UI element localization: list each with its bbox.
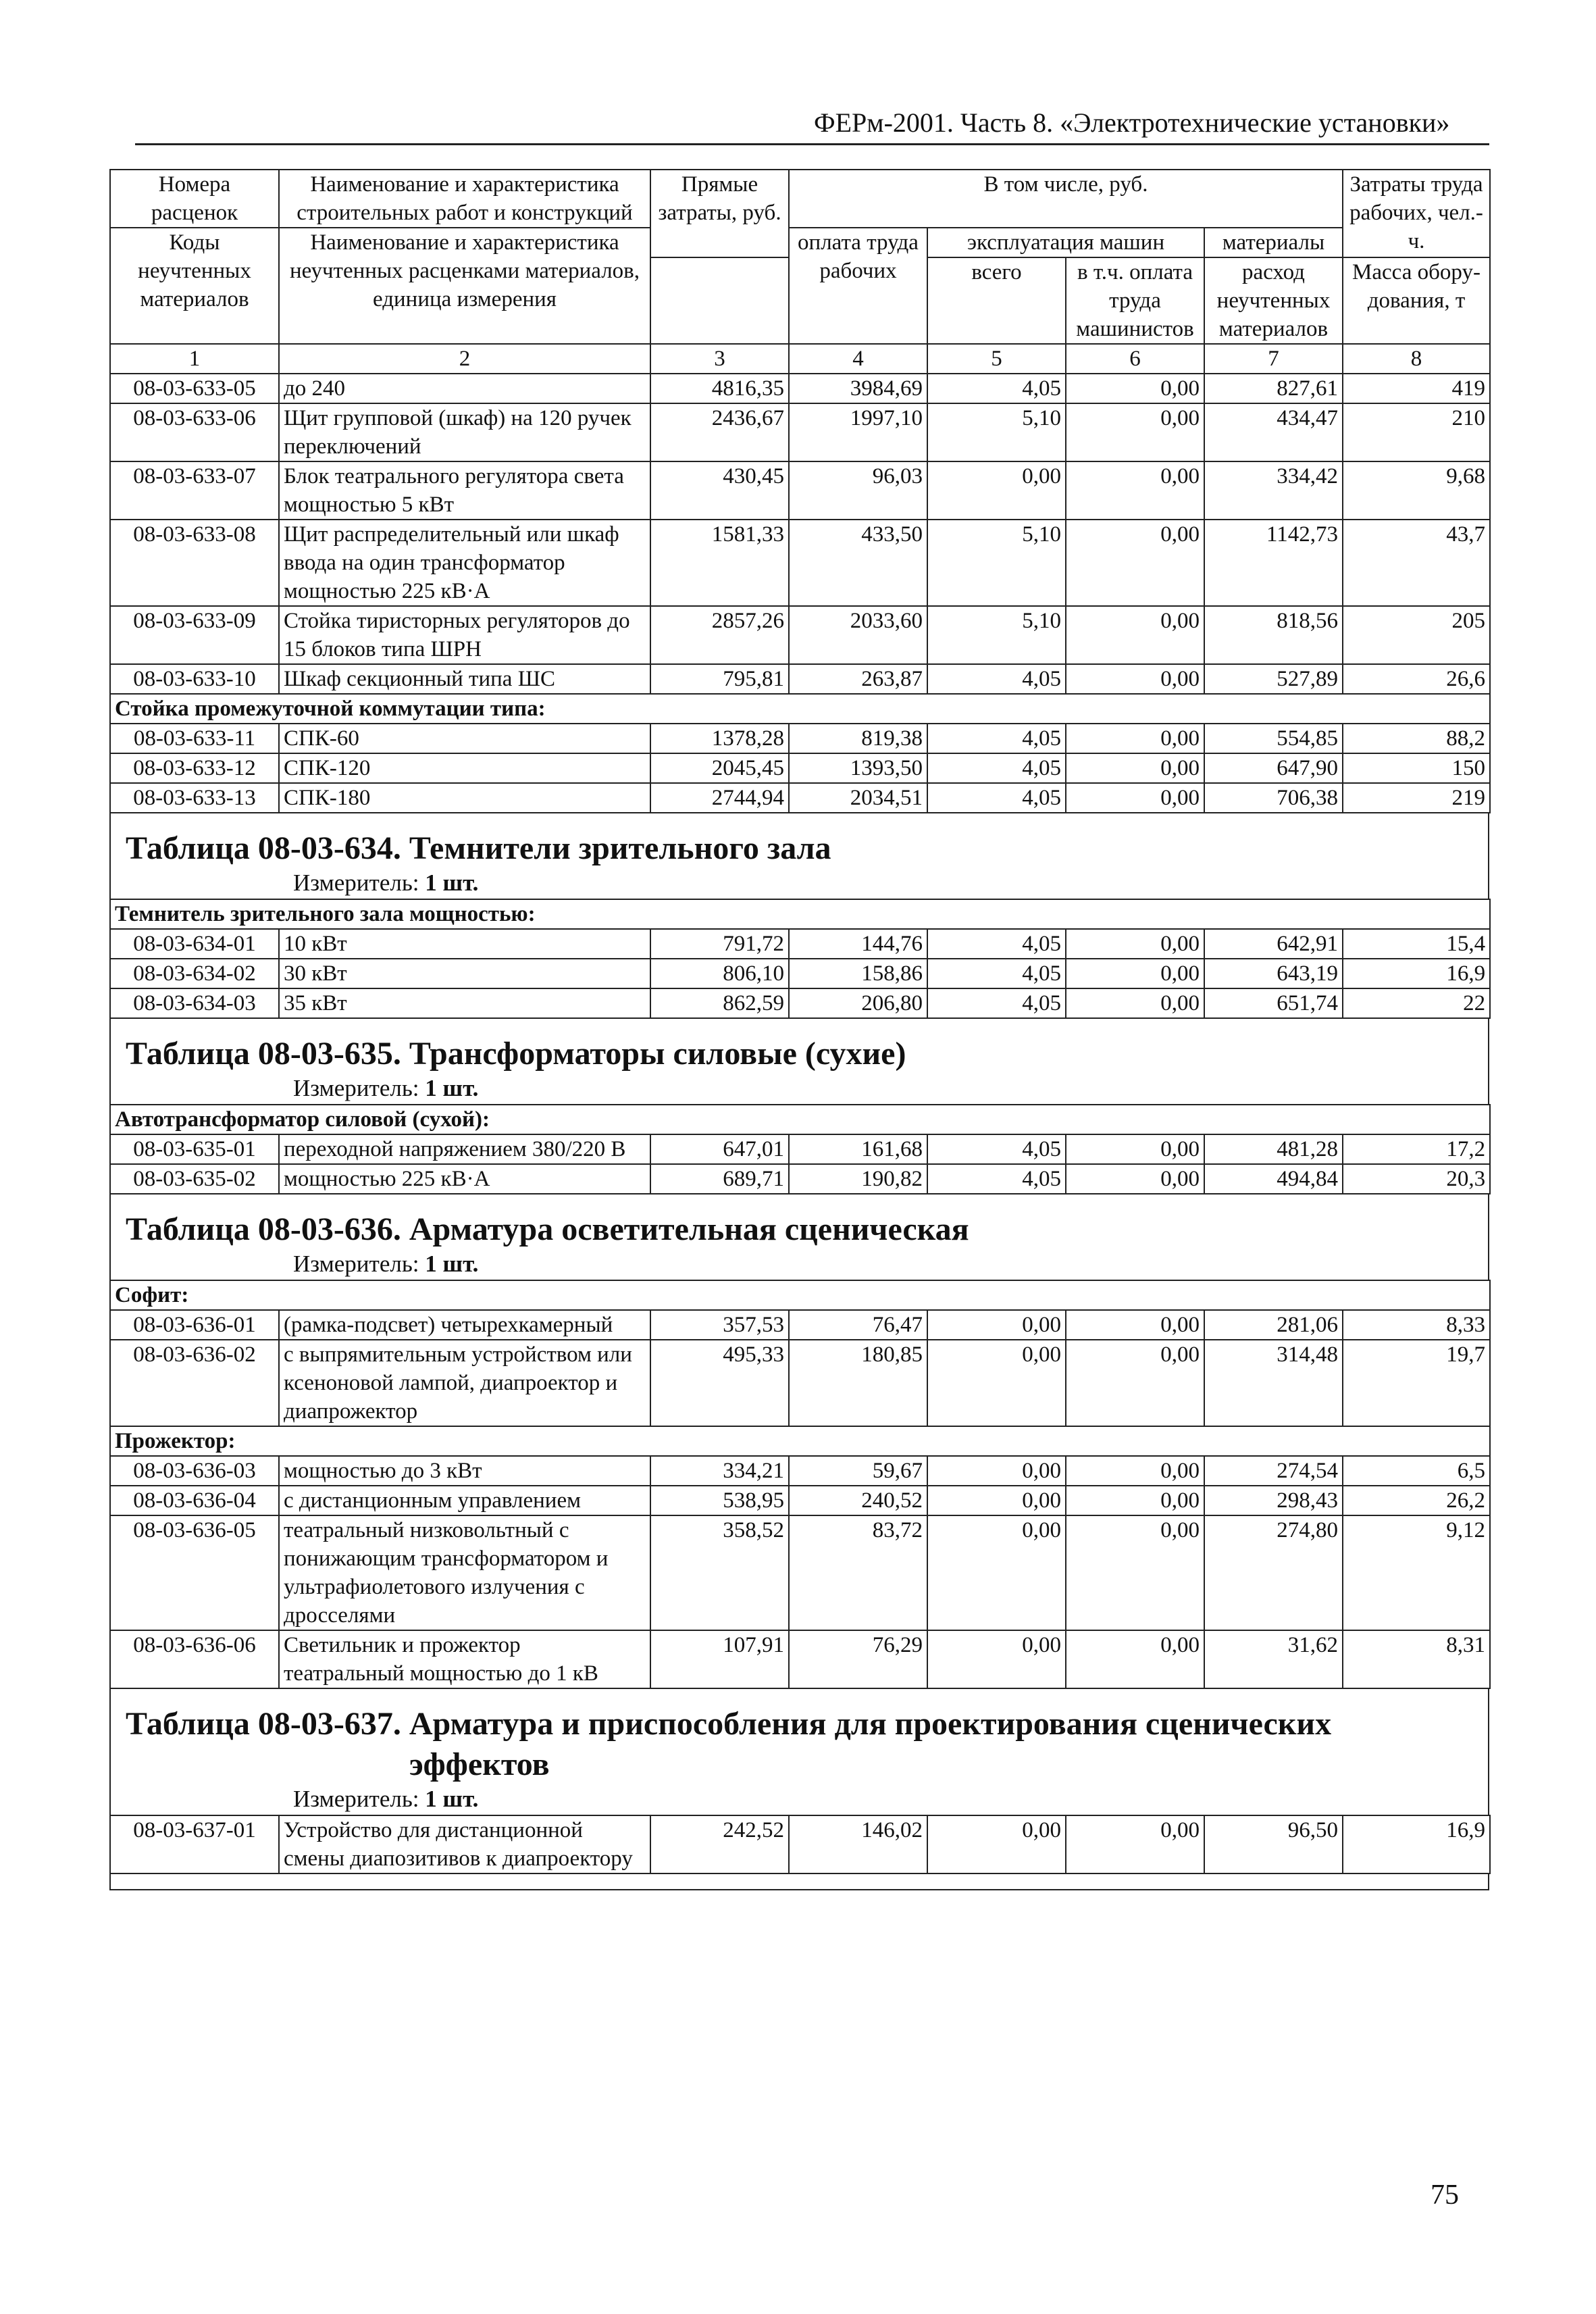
table-row: [110, 374, 1490, 403]
section-title: [111, 828, 1488, 869]
rate-name: Светильник и прожектор театральный мощностью до 1 кВ: [279, 1630, 650, 1688]
direct-cost: 689,71: [650, 1164, 789, 1194]
unit-value: 1 шт.: [425, 1251, 479, 1277]
unit-line: [111, 1785, 1488, 1813]
wages-cost: 83,72: [789, 1515, 927, 1630]
direct-cost: 430,45: [650, 461, 789, 520]
page-number: 75: [1431, 2180, 1459, 2211]
wages-cost: 263,87: [789, 664, 927, 694]
direct-cost: 1378,28: [650, 724, 789, 753]
machinists-wages: 0,00: [1066, 374, 1204, 403]
machinists-wages: 0,00: [1066, 988, 1204, 1018]
machinists-wages: 0,00: [1066, 1456, 1204, 1486]
col-code-header: Номера расценок: [110, 170, 279, 228]
machinists-wages: 0,00: [1066, 403, 1204, 461]
rate-code: 08-03-636-03: [110, 1456, 279, 1486]
table-row: [110, 724, 1490, 753]
direct-cost: 806,10: [650, 959, 789, 988]
rate-code: 08-03-633-12: [110, 753, 279, 783]
direct-cost: 862,59: [650, 988, 789, 1018]
table-row: [110, 929, 1490, 959]
labor-hours: 16,9: [1343, 959, 1490, 988]
subhead-label: Софит:: [110, 1280, 1490, 1310]
unit-value: 1 шт.: [425, 1786, 479, 1812]
section-title-line: Таблица 08-03-634. Темнители зрительного зала: [126, 830, 831, 866]
unit-label: Измеритель:: [293, 1786, 419, 1812]
machinists-wages: 0,00: [1066, 1310, 1204, 1340]
machines-cost: 0,00: [927, 1630, 1066, 1688]
machinists-wages: 0,00: [1066, 1515, 1204, 1630]
rate-code: 08-03-633-06: [110, 403, 279, 461]
rate-code: 08-03-633-05: [110, 374, 279, 403]
subhead-row: [110, 1426, 1490, 1456]
wages-cost: 190,82: [789, 1164, 927, 1194]
col-number: 8: [1343, 344, 1490, 374]
rate-name: 10 кВт: [279, 929, 650, 959]
machines-cost: 0,00: [927, 1340, 1066, 1426]
column-numbers-row: [110, 344, 1490, 374]
labor-hours: 9,12: [1343, 1515, 1490, 1630]
section-title-line: эффектов: [409, 1746, 550, 1782]
machines-cost: 5,10: [927, 520, 1066, 606]
section-title-line: Таблица 08-03-635. Трансформаторы силовые (сухие): [126, 1036, 906, 1072]
materials-cost: 281,06: [1204, 1310, 1343, 1340]
materials-cost: 647,90: [1204, 753, 1343, 783]
table-row: [110, 1486, 1490, 1515]
wages-cost: 240,52: [789, 1486, 927, 1515]
machines-cost: 4,05: [927, 724, 1066, 753]
col-number: 4: [789, 344, 927, 374]
table-row: [110, 1815, 1490, 1873]
table-row: [110, 959, 1490, 988]
direct-cost: 357,53: [650, 1310, 789, 1340]
labor-hours: 19,7: [1343, 1340, 1490, 1426]
machines-cost: 0,00: [927, 1486, 1066, 1515]
rate-name: Шкаф секционный типа ШС: [279, 664, 650, 694]
materials-cost: 642,91: [1204, 929, 1343, 959]
rate-name: мощностью до 3 кВт: [279, 1456, 650, 1486]
machines-cost: 4,05: [927, 959, 1066, 988]
materials-cost: 651,74: [1204, 988, 1343, 1018]
rate-name: 35 кВт: [279, 988, 650, 1018]
wages-cost: 2033,60: [789, 606, 927, 664]
wages-cost: 76,29: [789, 1630, 927, 1688]
col-direct-header: Прямые затраты, руб.: [650, 170, 789, 257]
rate-code: 08-03-633-09: [110, 606, 279, 664]
labor-hours: 205: [1343, 606, 1490, 664]
materials-cost: 274,80: [1204, 1515, 1343, 1630]
labor-hours: 9,68: [1343, 461, 1490, 520]
subhead-label: Прожектор:: [110, 1426, 1490, 1456]
rate-code: 08-03-636-04: [110, 1486, 279, 1515]
machines-cost: 5,10: [927, 606, 1066, 664]
materials-cost: 554,85: [1204, 724, 1343, 753]
subhead-row: [110, 1280, 1490, 1310]
col-number: 6: [1066, 344, 1204, 374]
machines-cost: 4,05: [927, 664, 1066, 694]
rate-code: 08-03-633-11: [110, 724, 279, 753]
rate-name: Стойка тиристорных регуляторов до 15 блоков типа ШРН: [279, 606, 650, 664]
col-number: 1: [110, 344, 279, 374]
col-machinists-header: в т.ч. оплата труда машинистов: [1066, 257, 1204, 344]
header-rule: [135, 143, 1489, 145]
section-block: [109, 1689, 1489, 1815]
subhead-label: Автотрансформатор силовой (сухой):: [110, 1105, 1490, 1134]
labor-hours: 219: [1343, 783, 1490, 813]
materials-cost: 434,47: [1204, 403, 1343, 461]
section-title: [111, 1704, 1488, 1785]
col-materials-header: материалы: [1204, 228, 1343, 257]
wages-cost: 2034,51: [789, 783, 927, 813]
subhead-row: [110, 694, 1490, 724]
wages-cost: 180,85: [789, 1340, 927, 1426]
col-machines-header: эксплуатация машин: [927, 228, 1204, 257]
machinists-wages: 0,00: [1066, 959, 1204, 988]
section-table: [109, 1815, 1491, 1874]
direct-cost: 2744,94: [650, 783, 789, 813]
wages-cost: 1997,10: [789, 403, 927, 461]
rate-code: 08-03-634-02: [110, 959, 279, 988]
table-row: [110, 461, 1490, 520]
materials-cost: 274,54: [1204, 1456, 1343, 1486]
machinists-wages: 0,00: [1066, 783, 1204, 813]
table-row: [110, 1164, 1490, 1194]
section-block: [109, 1019, 1489, 1104]
machinists-wages: 0,00: [1066, 1164, 1204, 1194]
machines-cost: 0,00: [927, 1456, 1066, 1486]
rate-code: 08-03-636-05: [110, 1515, 279, 1630]
unit-value: 1 шт.: [425, 1075, 479, 1101]
rates-sheet: [109, 169, 1489, 1890]
machines-cost: 0,00: [927, 1815, 1066, 1873]
labor-hours: 88,2: [1343, 724, 1490, 753]
machinists-wages: 0,00: [1066, 753, 1204, 783]
rate-code: 08-03-633-13: [110, 783, 279, 813]
machinists-wages: 0,00: [1066, 1340, 1204, 1426]
table-row: [110, 753, 1490, 783]
col-machines-total-header: всего: [927, 257, 1066, 344]
direct-cost: 495,33: [650, 1340, 789, 1426]
materials-cost: 818,56: [1204, 606, 1343, 664]
rate-code: 08-03-634-03: [110, 988, 279, 1018]
col-number: 3: [650, 344, 789, 374]
section-block: [109, 813, 1489, 899]
machines-cost: 4,05: [927, 783, 1066, 813]
col-number: 7: [1204, 344, 1343, 374]
col-name-unaccounted-header: Наименование и характеристика неучтенных расценками материалов, единица измерения: [279, 228, 650, 344]
rate-code: 08-03-636-06: [110, 1630, 279, 1688]
direct-cost: 4816,35: [650, 374, 789, 403]
labor-hours: 6,5: [1343, 1456, 1490, 1486]
rate-code: 08-03-633-10: [110, 664, 279, 694]
wages-cost: 76,47: [789, 1310, 927, 1340]
direct-cost: 358,52: [650, 1515, 789, 1630]
machinists-wages: 0,00: [1066, 1630, 1204, 1688]
materials-cost: 494,84: [1204, 1164, 1343, 1194]
table-row: [110, 1456, 1490, 1486]
wages-cost: 96,03: [789, 461, 927, 520]
rate-name: Блок театрального регулятора света мощностью 5 кВт: [279, 461, 650, 520]
machines-cost: 4,05: [927, 988, 1066, 1018]
labor-hours: 150: [1343, 753, 1490, 783]
col-material-use-header: расход неучтенных материалов: [1204, 257, 1343, 344]
machines-cost: 0,00: [927, 1310, 1066, 1340]
table-row: [110, 1630, 1490, 1688]
page-header: ФЕРм-2001. Часть 8. «Электротехнические установки»: [814, 107, 1450, 138]
labor-hours: 22: [1343, 988, 1490, 1018]
table-row: [110, 520, 1490, 606]
machinists-wages: 0,00: [1066, 1486, 1204, 1515]
machines-cost: 4,05: [927, 1164, 1066, 1194]
labor-hours: 8,31: [1343, 1630, 1490, 1688]
wages-cost: 1393,50: [789, 753, 927, 783]
rate-name: СПК-120: [279, 753, 650, 783]
labor-hours: 17,2: [1343, 1134, 1490, 1164]
rate-code: 08-03-633-08: [110, 520, 279, 606]
machinists-wages: 0,00: [1066, 461, 1204, 520]
col-codes-unaccounted-header: Коды неучтенных материалов: [110, 228, 279, 344]
machinists-wages: 0,00: [1066, 664, 1204, 694]
direct-cost: 334,21: [650, 1456, 789, 1486]
materials-cost: 527,89: [1204, 664, 1343, 694]
wages-cost: 206,80: [789, 988, 927, 1018]
wages-cost: 161,68: [789, 1134, 927, 1164]
rate-code: 08-03-633-07: [110, 461, 279, 520]
col-labor-header: Затраты труда рабочих, чел.-ч.: [1343, 170, 1490, 257]
rate-name: (рамка-подсвет) четырехкамерный: [279, 1310, 650, 1340]
wages-cost: 158,86: [789, 959, 927, 988]
direct-cost: 647,01: [650, 1134, 789, 1164]
machinists-wages: 0,00: [1066, 929, 1204, 959]
section-title: [111, 1209, 1488, 1250]
direct-cost: 107,91: [650, 1630, 789, 1688]
labor-hours: 419: [1343, 374, 1490, 403]
subhead-row: [110, 899, 1490, 929]
rate-name: театральный низковольтный с понижающим трансформатором и ультрафиолетового излучения с дросселями: [279, 1515, 650, 1630]
direct-cost: 242,52: [650, 1815, 789, 1873]
machinists-wages: 0,00: [1066, 1815, 1204, 1873]
rate-name: мощностью 225 кВ·А: [279, 1164, 650, 1194]
machines-cost: 4,05: [927, 1134, 1066, 1164]
materials-cost: 827,61: [1204, 374, 1343, 403]
materials-cost: 481,28: [1204, 1134, 1343, 1164]
rate-name: СПК-180: [279, 783, 650, 813]
direct-cost: 791,72: [650, 929, 789, 959]
table-row: [110, 1515, 1490, 1630]
rate-name: СПК-60: [279, 724, 650, 753]
labor-hours: 20,3: [1343, 1164, 1490, 1194]
col-mass-header: Масса обору-дования, т: [1343, 257, 1490, 344]
col-number: 2: [279, 344, 650, 374]
section-title-line: Таблица 08-03-636. Арматура осветительная сценическая: [126, 1211, 969, 1247]
materials-cost: 314,48: [1204, 1340, 1343, 1426]
machinists-wages: 0,00: [1066, 724, 1204, 753]
labor-hours: 15,4: [1343, 929, 1490, 959]
rate-code: 08-03-637-01: [110, 1815, 279, 1873]
table-row: [110, 988, 1490, 1018]
table-row: [110, 403, 1490, 461]
machines-cost: 4,05: [927, 929, 1066, 959]
machines-cost: 5,10: [927, 403, 1066, 461]
labor-hours: 26,2: [1343, 1486, 1490, 1515]
machines-cost: 0,00: [927, 1515, 1066, 1630]
col-name-header: Наименование и характеристика строительных работ и конструкций: [279, 170, 650, 228]
unit-line: [111, 869, 1488, 897]
table-row: [110, 606, 1490, 664]
wages-cost: 146,02: [789, 1815, 927, 1873]
unit-value: 1 шт.: [425, 870, 479, 896]
machines-cost: 4,05: [927, 753, 1066, 783]
table-row: [110, 783, 1490, 813]
machines-cost: 4,05: [927, 374, 1066, 403]
materials-cost: 298,43: [1204, 1486, 1343, 1515]
section-title: [111, 1034, 1488, 1074]
rate-name: 30 кВт: [279, 959, 650, 988]
wages-cost: 144,76: [789, 929, 927, 959]
materials-cost: 1142,73: [1204, 520, 1343, 606]
section-table: [109, 1280, 1491, 1689]
section-block: [109, 1194, 1489, 1280]
materials-cost: 706,38: [1204, 783, 1343, 813]
col-wages-header: оплата труда рабочих: [789, 228, 927, 344]
labor-hours: 210: [1343, 403, 1490, 461]
header-spacer: [650, 257, 789, 344]
materials-cost: 96,50: [1204, 1815, 1343, 1873]
machines-cost: 0,00: [927, 461, 1066, 520]
unit-label: Измеритель:: [293, 870, 419, 896]
wages-cost: 433,50: [789, 520, 927, 606]
wages-cost: 59,67: [789, 1456, 927, 1486]
labor-hours: 43,7: [1343, 520, 1490, 606]
rate-name: переходной напряжением 380/220 В: [279, 1134, 650, 1164]
labor-hours: 8,33: [1343, 1310, 1490, 1340]
section-table: [109, 899, 1491, 1019]
section-table: [109, 1104, 1491, 1194]
direct-cost: 2045,45: [650, 753, 789, 783]
subhead-label: Стойка промежуточной коммутации типа:: [110, 694, 1490, 724]
direct-cost: 2857,26: [650, 606, 789, 664]
wages-cost: 819,38: [789, 724, 927, 753]
table-row: [110, 1310, 1490, 1340]
machinists-wages: 0,00: [1066, 520, 1204, 606]
col-incl-header: В том числе, руб.: [789, 170, 1343, 228]
machinists-wages: 0,00: [1066, 1134, 1204, 1164]
unit-label: Измеритель:: [293, 1075, 419, 1101]
table-row: [110, 1340, 1490, 1426]
section-title-line: Таблица 08-03-637. Арматура и приспособления для проектирования сценических: [126, 1706, 1332, 1742]
direct-cost: 795,81: [650, 664, 789, 694]
labor-hours: 16,9: [1343, 1815, 1490, 1873]
labor-hours: 26,6: [1343, 664, 1490, 694]
rate-name: Щит групповой (шкаф) на 120 ручек переключений: [279, 403, 650, 461]
col-number: 5: [927, 344, 1066, 374]
direct-cost: 1581,33: [650, 520, 789, 606]
rate-name: до 240: [279, 374, 650, 403]
direct-cost: 2436,67: [650, 403, 789, 461]
main-table: [109, 169, 1491, 813]
unit-line: [111, 1074, 1488, 1103]
rate-code: 08-03-635-02: [110, 1164, 279, 1194]
rate-code: 08-03-636-02: [110, 1340, 279, 1426]
materials-cost: 334,42: [1204, 461, 1343, 520]
rate-name: Устройство для дистанционной смены диапозитивов к диапроектору: [279, 1815, 650, 1873]
materials-cost: 31,62: [1204, 1630, 1343, 1688]
subhead-row: [110, 1105, 1490, 1134]
wages-cost: 3984,69: [789, 374, 927, 403]
table-row: [110, 664, 1490, 694]
materials-cost: 643,19: [1204, 959, 1343, 988]
rate-code: 08-03-635-01: [110, 1134, 279, 1164]
rate-name: Щит распределительный или шкаф ввода на один трансформатор мощностью 225 кВ·А: [279, 520, 650, 606]
sections-container: [109, 813, 1489, 1890]
table-bottom-border: [109, 1874, 1489, 1890]
direct-cost: 538,95: [650, 1486, 789, 1515]
subhead-label: Темнитель зрительного зала мощностью:: [110, 899, 1490, 929]
rate-name: с дистанционным управлением: [279, 1486, 650, 1515]
rate-code: 08-03-636-01: [110, 1310, 279, 1340]
unit-line: [111, 1250, 1488, 1278]
machinists-wages: 0,00: [1066, 606, 1204, 664]
rate-code: 08-03-634-01: [110, 929, 279, 959]
table-row: [110, 1134, 1490, 1164]
rate-name: с выпрямительным устройством или ксеноновой лампой, диапроектор и диапрожектор: [279, 1340, 650, 1426]
unit-label: Измеритель:: [293, 1251, 419, 1277]
